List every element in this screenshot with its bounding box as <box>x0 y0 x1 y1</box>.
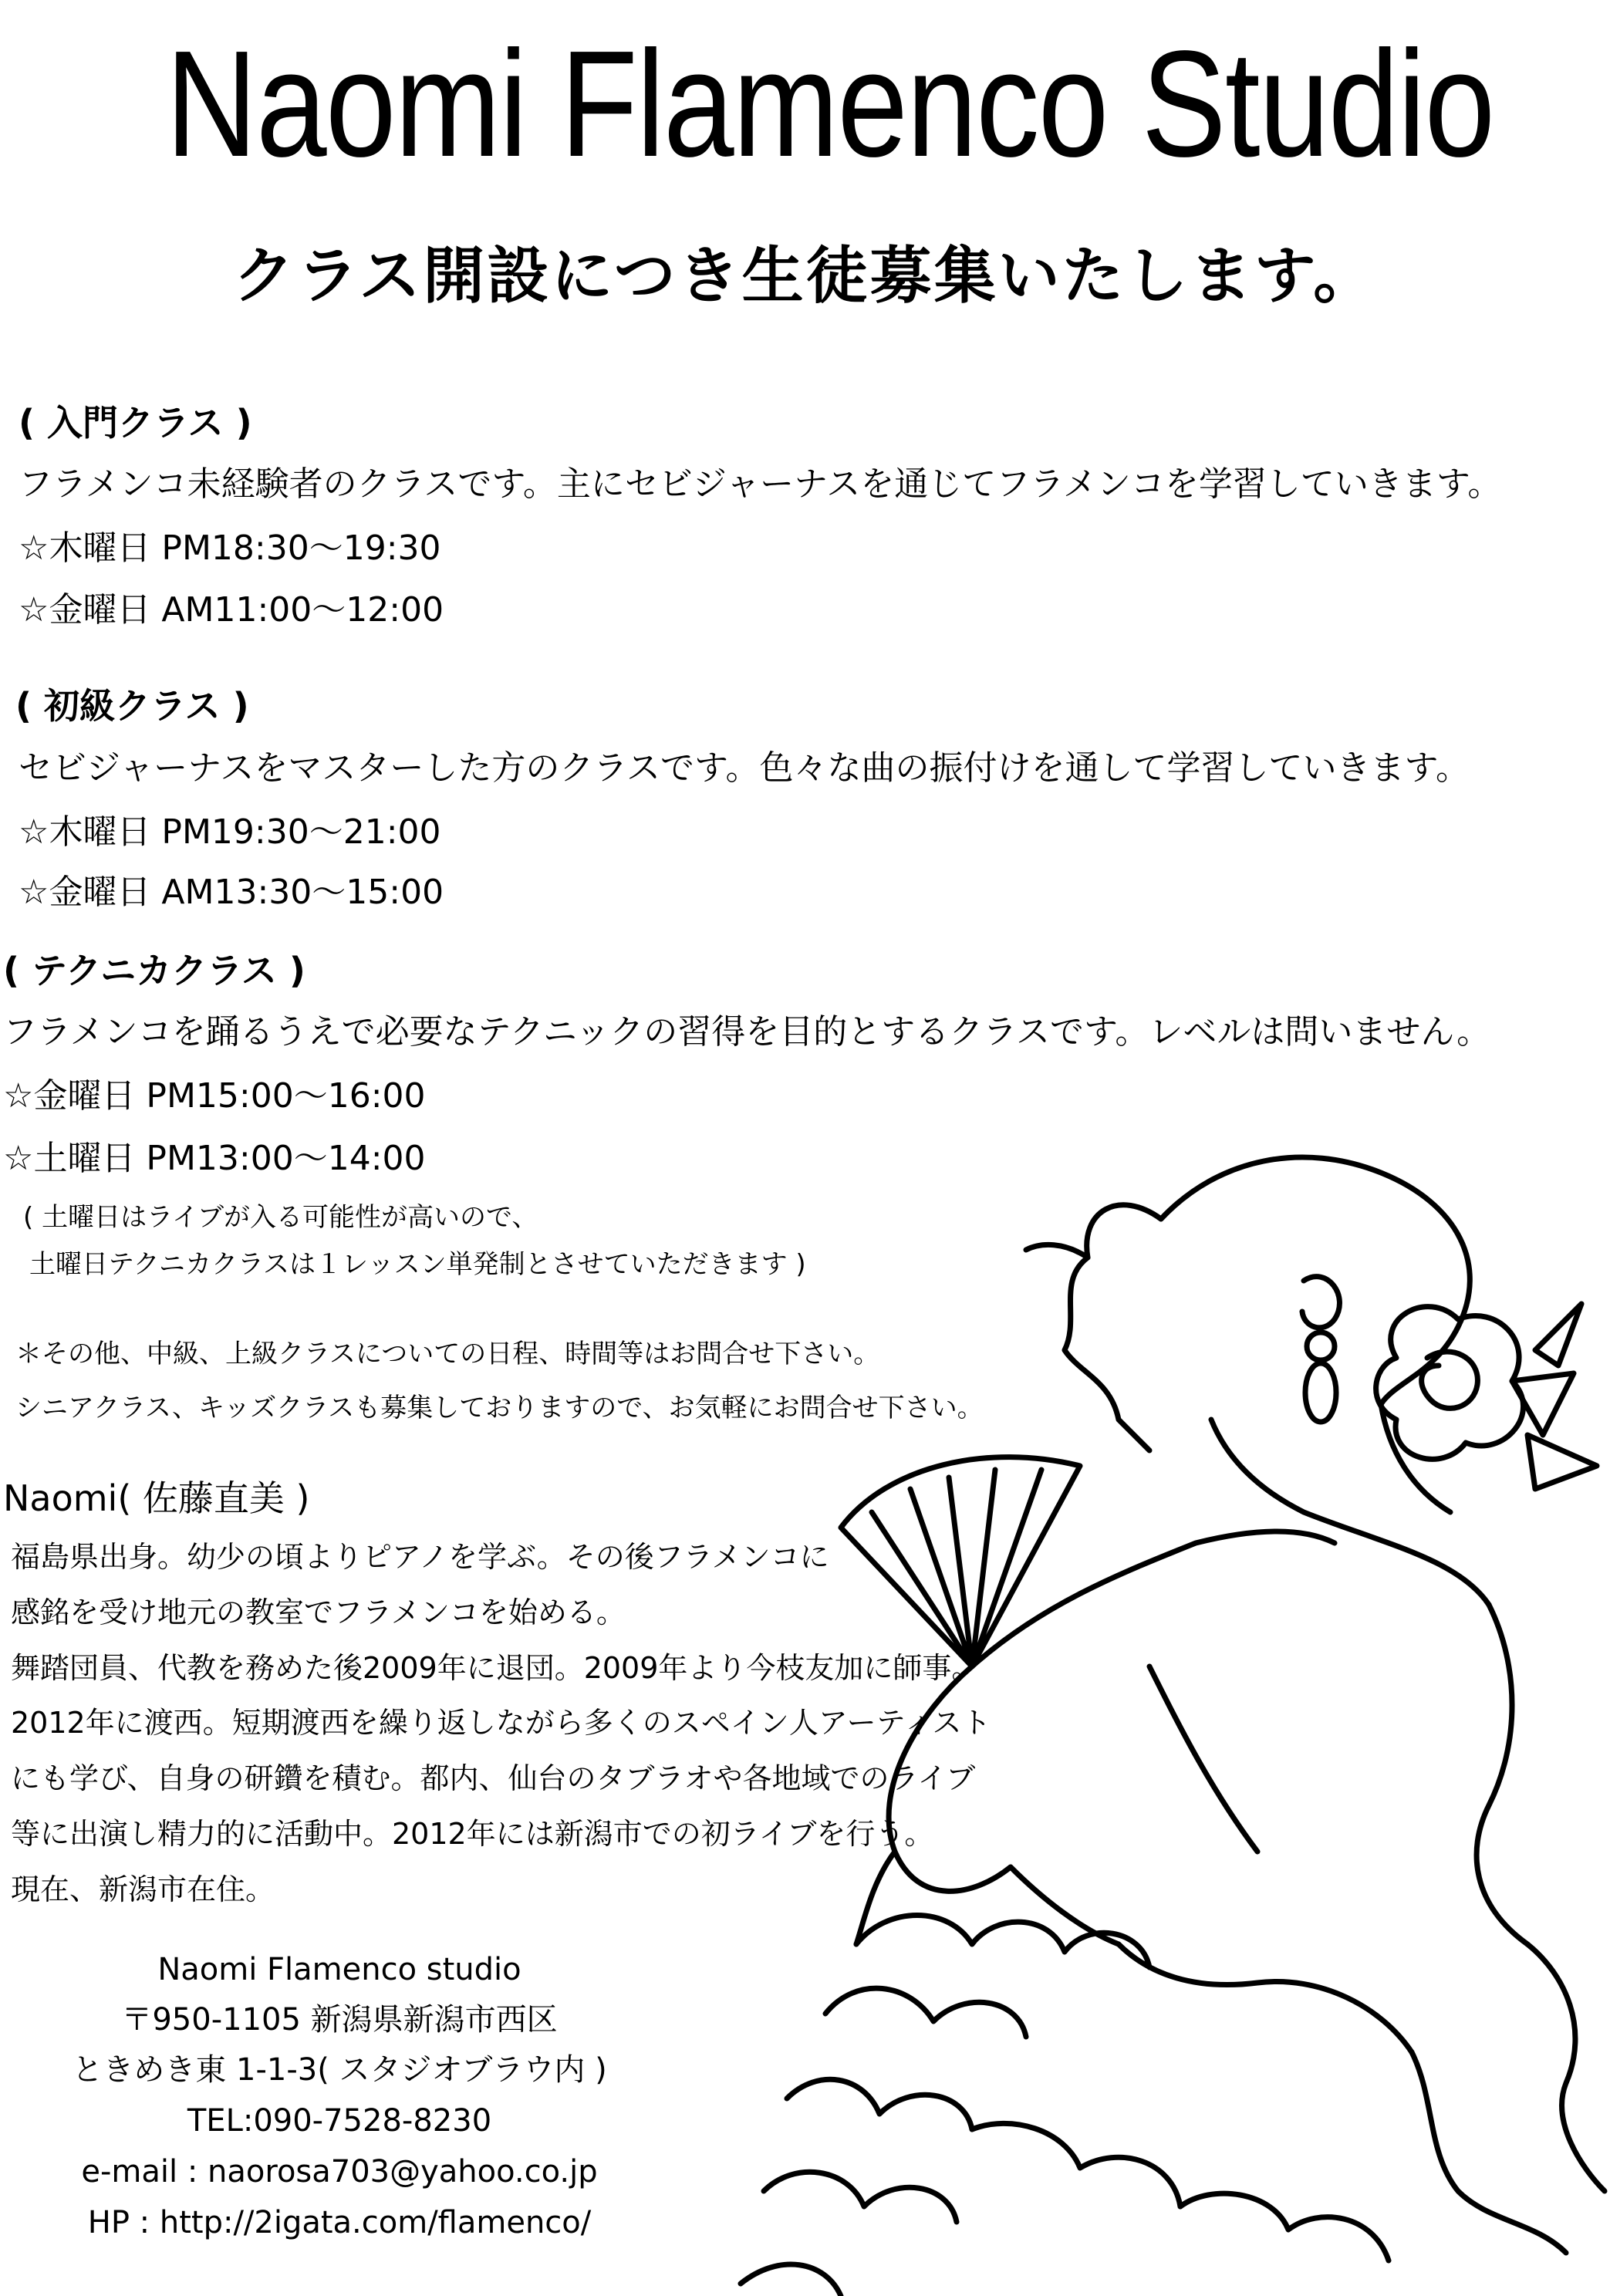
profile-bio-line: にも学び、自身の研鑽を積む。都内、仙台のタブラオや各地域でのライブ <box>11 1761 976 1795</box>
other-note: ＊その他、中級、上級クラスについての日程、時間等はお問合せ下さい。 <box>15 1339 880 1369</box>
profile-bio-line: 感銘を受け地元の教室でフラメンコを始める。 <box>11 1595 626 1629</box>
class-description-beginner: フラメンコ未経験者のクラスです。主にセビジャーナスを通じてフラメンコを学習していきます。 <box>19 464 1502 504</box>
profile-bio-line: 等に出演し精力的に活動中。2012年には新潟市での初ライブを行う。 <box>11 1817 934 1851</box>
contact-address2: ときめき東 1-1-3( スタジオブラウ内 ) <box>72 2052 607 2088</box>
contact-email: e-mail : naorosa703@yahoo.co.jp <box>81 2154 598 2190</box>
class-schedule-item: ☆木曜日 PM18:30～19:30 <box>19 528 441 568</box>
profile-bio-line: 舞踏団員、代教を務めた後2009年に退団。2009年より今枝友加に師事。 <box>11 1651 981 1685</box>
class-note: 土曜日テクニカクラスは１レッスン単発制とさせていただきます ) <box>29 1249 806 1280</box>
class-heading-beginner: ( 入門クラス ) <box>19 402 252 444</box>
profile-bio-line: 現在、新潟市在住。 <box>11 1872 275 1906</box>
class-schedule-item: ☆金曜日 AM11:00～12:00 <box>19 590 444 630</box>
page-title: Naomi Flamenco Studio <box>165 19 1494 188</box>
contact-address1: 〒950-1105 新潟県新潟市西区 <box>121 2002 558 2038</box>
class-schedule-item: ☆金曜日 AM13:30～15:00 <box>19 873 444 912</box>
other-note: シニアクラス、キッズクラスも募集しておりますので、お気軽にお問合せ下さい。 <box>15 1393 984 1423</box>
contact-tel: TEL:090-7528-8230 <box>187 2103 492 2139</box>
contact-hp: HP : http://2igata.com/flamenco/ <box>87 2205 592 2240</box>
class-schedule-item: ☆土曜日 PM13:00～14:00 <box>3 1139 426 1178</box>
class-description-technique: フラメンコを踊るうえで必要なテクニックの習得を目的とするクラスです。レベルは問いません。 <box>3 1012 1491 1052</box>
class-description-elementary: セビジャーナスをマスターした方のクラスです。色々な曲の振付けを通して学習していきます。 <box>19 748 1470 788</box>
contact-studio: Naomi Flamenco studio <box>157 1952 521 1987</box>
profile-bio-line: 2012年に渡西。短期渡西を繰り返しながら多くのスペイン人アーティスト <box>11 1706 991 1740</box>
profile-name: Naomi( 佐藤直美 ) <box>3 1477 310 1519</box>
class-schedule-item: ☆木曜日 PM19:30～21:00 <box>19 812 441 852</box>
page-subtitle: クラス開設につき生徒募集いたします。 <box>232 240 1378 312</box>
class-heading-elementary: ( 初級クラス ) <box>15 685 249 727</box>
class-note: ( 土曜日はライブが入る可能性が高いので、 <box>23 1202 538 1233</box>
class-schedule-item: ☆金曜日 PM15:00～16:00 <box>3 1076 426 1116</box>
profile-bio-line: 福島県出身。幼少の頃よりピアノを学ぶ。その後フラメンコに <box>11 1540 829 1574</box>
class-heading-technique: ( テクニカクラス ) <box>3 950 305 991</box>
